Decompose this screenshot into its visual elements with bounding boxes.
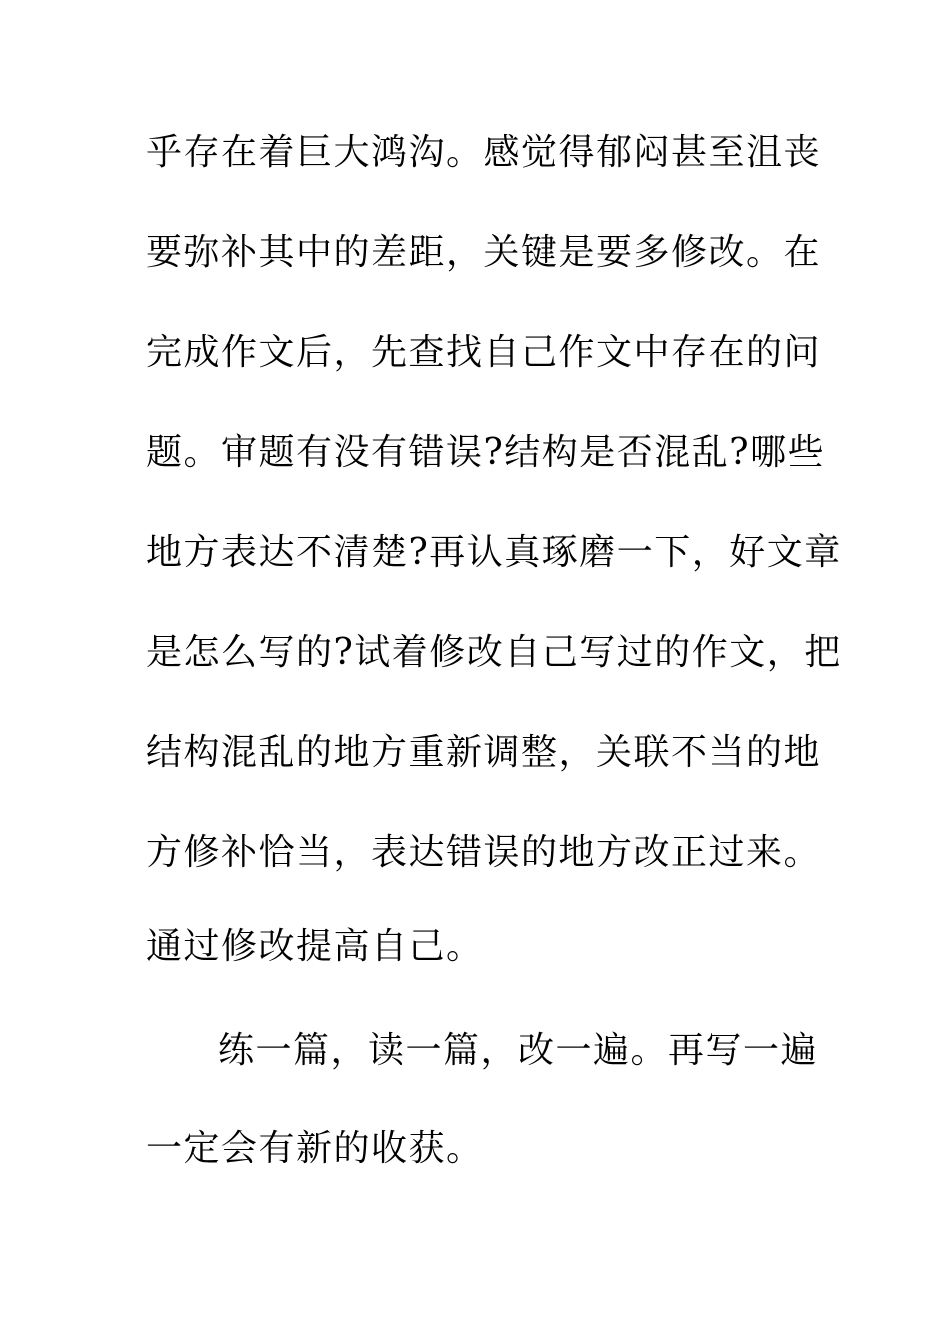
text-line: 方修补恰当，表达错误的地方改正过来。 (146, 832, 822, 873)
text-line: 题。审题有没有错误?结构是否混乱?哪些 (146, 432, 826, 473)
text-line: 结构混乱的地方重新调整，关联不当的地 (146, 732, 822, 773)
text-line: 地方表达不清楚?再认真琢磨一下，好文章 (146, 532, 842, 573)
text-line: 是怎么写的?试着修改自己写过的作文，把 (146, 632, 842, 673)
paragraph-first-line: 练一篇，读一篇，改一遍。再写一遍 (218, 1030, 819, 1071)
text-line: 乎存在着巨大鸿沟。感觉得郁闷甚至沮丧 (146, 132, 822, 173)
text-line: 通过修改提高自己。 (146, 926, 484, 967)
text-line: 要弥补其中的差距，关键是要多修改。在 (146, 232, 822, 273)
text-line: 一定会有新的收获。 (146, 1128, 484, 1169)
text-line: 完成作文后，先查找自己作文中存在的问 (146, 332, 822, 373)
